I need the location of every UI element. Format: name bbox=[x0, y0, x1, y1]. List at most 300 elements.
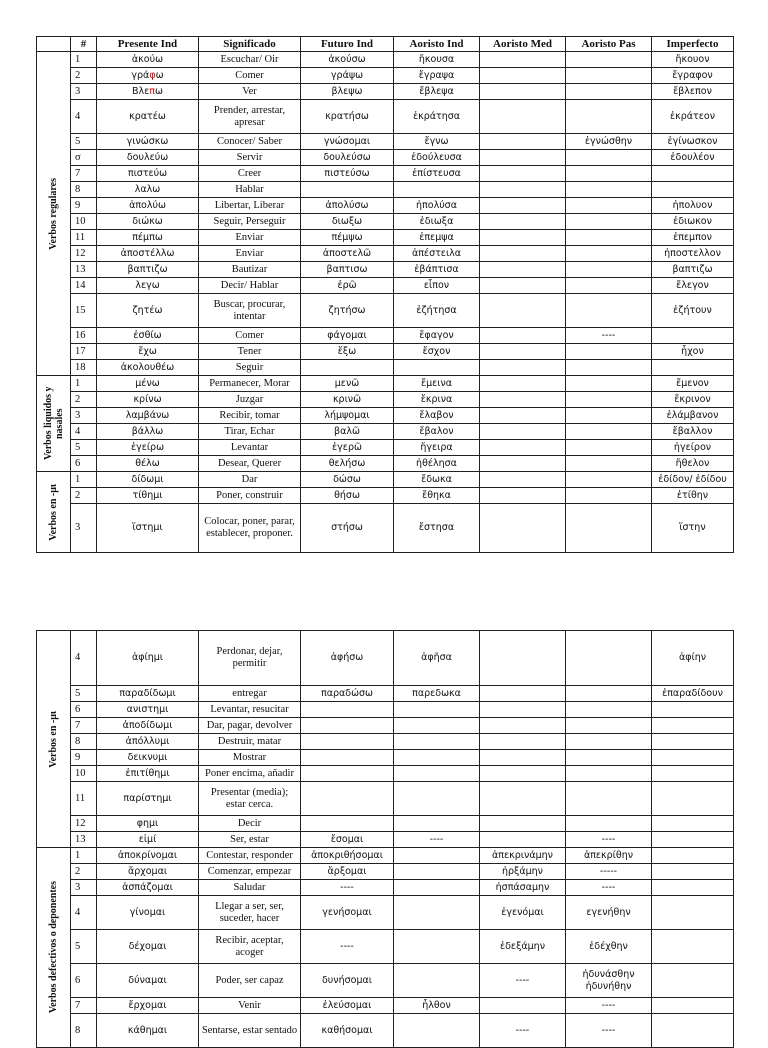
presente-cell: κρατέω bbox=[97, 100, 199, 134]
aoristo-pas-cell bbox=[566, 488, 652, 504]
aoristo-ind-cell bbox=[394, 816, 480, 832]
futuro-cell: πέμψω bbox=[301, 230, 394, 246]
aoristo-ind-cell bbox=[394, 880, 480, 896]
futuro-cell: δώσω bbox=[301, 472, 394, 488]
aoristo-ind-cell: ἤγειρα bbox=[394, 440, 480, 456]
significado-cell: Recibir, tomar bbox=[199, 408, 301, 424]
presente-cell: δύναμαι bbox=[97, 964, 199, 998]
imperfecto-cell bbox=[652, 750, 734, 766]
table-row bbox=[37, 718, 734, 734]
futuro-cell: ---- bbox=[301, 930, 394, 964]
row-number: 6 bbox=[71, 964, 97, 998]
presente-cell: παραδίδωμι bbox=[97, 686, 199, 702]
futuro-cell bbox=[301, 702, 394, 718]
group-label-cell bbox=[37, 631, 71, 848]
header-futuro: Futuro Ind bbox=[301, 37, 394, 52]
presente-cell: δεικνυμι bbox=[97, 750, 199, 766]
presente-cell: ἵστημι bbox=[97, 504, 199, 553]
aoristo-pas-cell bbox=[566, 408, 652, 424]
aoristo-med-cell bbox=[480, 230, 566, 246]
row-number: 15 bbox=[71, 294, 97, 328]
significado-cell: Levantar bbox=[199, 440, 301, 456]
row-number: 11 bbox=[71, 782, 97, 816]
aoristo-med-cell bbox=[480, 504, 566, 553]
aoristo-ind-cell bbox=[394, 964, 480, 998]
aoristo-pas-cell bbox=[566, 504, 652, 553]
futuro-cell: διωξω bbox=[301, 214, 394, 230]
presente-cell: τίθημι bbox=[97, 488, 199, 504]
table-row bbox=[37, 896, 734, 930]
aoristo-med-cell bbox=[480, 488, 566, 504]
futuro-cell: ἀκούσω bbox=[301, 52, 394, 68]
group-label-cell bbox=[37, 376, 71, 472]
row-number: 12 bbox=[71, 246, 97, 262]
row-number: 4 bbox=[71, 100, 97, 134]
imperfecto-cell: ἐπαραδίδουν bbox=[652, 686, 734, 702]
imperfecto-cell bbox=[652, 864, 734, 880]
table-row bbox=[37, 750, 734, 766]
futuro-cell: ἀποστελῶ bbox=[301, 246, 394, 262]
aoristo-ind-cell: ἔγραψα bbox=[394, 68, 480, 84]
futuro-cell: θήσω bbox=[301, 488, 394, 504]
aoristo-pas-cell: ἠδυνάσθην ἠδυνήθην bbox=[566, 964, 652, 998]
significado-cell: Decir/ Hablar bbox=[199, 278, 301, 294]
table-row bbox=[37, 424, 734, 440]
imperfecto-cell: ἦχον bbox=[652, 344, 734, 360]
significado-cell: Poner encima, añadir bbox=[199, 766, 301, 782]
aoristo-pas-cell: ---- bbox=[566, 998, 652, 1014]
table-row bbox=[37, 456, 734, 472]
imperfecto-cell: ἔμενον bbox=[652, 376, 734, 392]
aoristo-med-cell bbox=[480, 998, 566, 1014]
row-number: 17 bbox=[71, 344, 97, 360]
futuro-cell: ἀπολύσω bbox=[301, 198, 394, 214]
aoristo-pas-cell: εγενήθην bbox=[566, 896, 652, 930]
imperfecto-cell bbox=[652, 166, 734, 182]
table-row bbox=[37, 488, 734, 504]
header-aoristo-med: Aoristo Med bbox=[480, 37, 566, 52]
aoristo-pas-cell bbox=[566, 262, 652, 278]
aoristo-pas-cell bbox=[566, 782, 652, 816]
futuro-cell: στήσω bbox=[301, 504, 394, 553]
header-significado: Significado bbox=[199, 37, 301, 52]
aoristo-ind-cell bbox=[394, 782, 480, 816]
imperfecto-cell bbox=[652, 964, 734, 998]
row-number: 12 bbox=[71, 816, 97, 832]
futuro-cell: γράψω bbox=[301, 68, 394, 84]
aoristo-med-cell bbox=[480, 702, 566, 718]
presente-cell: ἀφίημι bbox=[97, 631, 199, 686]
presente-cell: ανιστημι bbox=[97, 702, 199, 718]
significado-cell: Sentarse, estar sentado bbox=[199, 1014, 301, 1048]
row-number: 3 bbox=[71, 504, 97, 553]
presente-cell: πιστεύω bbox=[97, 166, 199, 182]
table-row bbox=[37, 702, 734, 718]
presente-cell: ἐσθίω bbox=[97, 328, 199, 344]
futuro-cell: γνώσομαι bbox=[301, 134, 394, 150]
row-number: 5 bbox=[71, 930, 97, 964]
presente-cell: ἄρχομαι bbox=[97, 864, 199, 880]
table-row bbox=[37, 52, 734, 68]
aoristo-ind-cell bbox=[394, 864, 480, 880]
imperfecto-cell: βαπτιζω bbox=[652, 262, 734, 278]
group-label: Verbos en -μι bbox=[48, 710, 59, 768]
aoristo-ind-cell: ἔδωκα bbox=[394, 472, 480, 488]
aoristo-ind-cell: ἐβάπτισα bbox=[394, 262, 480, 278]
row-number: 2 bbox=[71, 392, 97, 408]
aoristo-med-cell bbox=[480, 294, 566, 328]
imperfecto-cell bbox=[652, 896, 734, 930]
aoristo-ind-cell: ἔσχον bbox=[394, 344, 480, 360]
imperfecto-cell: ἐδιωκον bbox=[652, 214, 734, 230]
futuro-cell: ἐρῶ bbox=[301, 278, 394, 294]
row-number: 7 bbox=[71, 166, 97, 182]
presente-cell: ἀπόλλυμι bbox=[97, 734, 199, 750]
aoristo-pas-cell bbox=[566, 182, 652, 198]
aoristo-med-cell: ---- bbox=[480, 1014, 566, 1048]
futuro-cell: πιστεύσω bbox=[301, 166, 394, 182]
aoristo-pas-cell: ---- bbox=[566, 328, 652, 344]
table-row bbox=[37, 214, 734, 230]
header-aoristo-ind: Aoristo Ind bbox=[394, 37, 480, 52]
aoristo-ind-cell: παρεδωκα bbox=[394, 686, 480, 702]
aoristo-ind-cell: ἔβαλον bbox=[394, 424, 480, 440]
futuro-cell: κρινῶ bbox=[301, 392, 394, 408]
significado-cell: Comer bbox=[199, 68, 301, 84]
significado-cell: Decir bbox=[199, 816, 301, 832]
imperfecto-cell bbox=[652, 718, 734, 734]
aoristo-med-cell bbox=[480, 816, 566, 832]
presente-cell: κρίνω bbox=[97, 392, 199, 408]
row-number: 13 bbox=[71, 832, 97, 848]
table-row bbox=[37, 504, 734, 553]
row-number: 16 bbox=[71, 328, 97, 344]
significado-cell: Creer bbox=[199, 166, 301, 182]
header-row bbox=[37, 37, 734, 52]
table-row bbox=[37, 100, 734, 134]
table-row bbox=[37, 816, 734, 832]
futuro-cell: γενήσομαι bbox=[301, 896, 394, 930]
table-row bbox=[37, 68, 734, 84]
imperfecto-cell: ἠπολυον bbox=[652, 198, 734, 214]
table-row bbox=[37, 150, 734, 166]
group-label: Verbos defectivos o deponentes bbox=[48, 881, 59, 1014]
presente-cell: δουλεύω bbox=[97, 150, 199, 166]
aoristo-med-cell bbox=[480, 328, 566, 344]
aoristo-med-cell bbox=[480, 134, 566, 150]
aoristo-pas-cell bbox=[566, 360, 652, 376]
imperfecto-cell: ἔγραφον bbox=[652, 68, 734, 84]
significado-cell: Poner, construir bbox=[199, 488, 301, 504]
aoristo-med-cell bbox=[480, 100, 566, 134]
table-row bbox=[37, 864, 734, 880]
futuro-cell: μενῶ bbox=[301, 376, 394, 392]
significado-cell: Comer bbox=[199, 328, 301, 344]
aoristo-pas-cell bbox=[566, 734, 652, 750]
row-number: 1 bbox=[71, 376, 97, 392]
significado-cell: Colocar, poner, parar, establecer, proponer. bbox=[199, 504, 301, 553]
aoristo-med-cell: ἀπεκρινάμην bbox=[480, 848, 566, 864]
aoristo-ind-cell: ἐπεμψα bbox=[394, 230, 480, 246]
row-number: 1 bbox=[71, 52, 97, 68]
table-row bbox=[37, 262, 734, 278]
presente-cell: ἀκολουθέω bbox=[97, 360, 199, 376]
significado-cell: Recibir, aceptar, acoger bbox=[199, 930, 301, 964]
aoristo-med-cell bbox=[480, 360, 566, 376]
aoristo-med-cell bbox=[480, 150, 566, 166]
aoristo-ind-cell: ἤκουσα bbox=[394, 52, 480, 68]
aoristo-med-cell: ἠρξάμην bbox=[480, 864, 566, 880]
aoristo-med-cell bbox=[480, 68, 566, 84]
table-row bbox=[37, 964, 734, 998]
imperfecto-cell bbox=[652, 182, 734, 198]
aoristo-pas-cell bbox=[566, 68, 652, 84]
aoristo-ind-cell: ἐπίστευσα bbox=[394, 166, 480, 182]
presente-cell: λεγω bbox=[97, 278, 199, 294]
futuro-cell bbox=[301, 816, 394, 832]
aoristo-med-cell bbox=[480, 686, 566, 702]
significado-cell: Dar, pagar, devolver bbox=[199, 718, 301, 734]
significado-cell: Dar bbox=[199, 472, 301, 488]
presente-cell: ἔρχομαι bbox=[97, 998, 199, 1014]
aoristo-ind-cell: ἀπέστειλα bbox=[394, 246, 480, 262]
aoristo-ind-cell: ἐδούλευσα bbox=[394, 150, 480, 166]
highlight-letter: φ bbox=[149, 69, 156, 81]
highlight-letter: π bbox=[149, 85, 156, 97]
aoristo-pas-cell: ---- bbox=[566, 832, 652, 848]
aoristo-med-cell bbox=[480, 392, 566, 408]
significado-cell: Comenzar, empezar bbox=[199, 864, 301, 880]
significado-cell: Prender, arrestar, apresar bbox=[199, 100, 301, 134]
aoristo-med-cell bbox=[480, 376, 566, 392]
imperfecto-cell: ἤθελον bbox=[652, 456, 734, 472]
presente-cell: εἰμί bbox=[97, 832, 199, 848]
presente-cell: ἀκούω bbox=[97, 52, 199, 68]
aoristo-pas-cell bbox=[566, 214, 652, 230]
futuro-cell: βαλῶ bbox=[301, 424, 394, 440]
presente-cell: μένω bbox=[97, 376, 199, 392]
imperfecto-cell: ἠποστελλον bbox=[652, 246, 734, 262]
table-row bbox=[37, 832, 734, 848]
aoristo-pas-cell bbox=[566, 686, 652, 702]
aoristo-med-cell bbox=[480, 472, 566, 488]
row-number: 14 bbox=[71, 278, 97, 294]
row-number: 2 bbox=[71, 68, 97, 84]
row-number: 7 bbox=[71, 718, 97, 734]
significado-cell: Ser, estar bbox=[199, 832, 301, 848]
presente-cell: ἀποδίδωμι bbox=[97, 718, 199, 734]
presente-cell: πέμπω bbox=[97, 230, 199, 246]
aoristo-med-cell bbox=[480, 214, 566, 230]
futuro-cell bbox=[301, 182, 394, 198]
table-row bbox=[37, 782, 734, 816]
significado-cell: Levantar, resucitar bbox=[199, 702, 301, 718]
imperfecto-cell bbox=[652, 832, 734, 848]
futuro-cell: βλεψω bbox=[301, 84, 394, 100]
aoristo-pas-cell: ----- bbox=[566, 864, 652, 880]
aoristo-pas-cell bbox=[566, 198, 652, 214]
verb-table-1 bbox=[36, 36, 734, 553]
futuro-cell: καθήσομαι bbox=[301, 1014, 394, 1048]
row-number: 2 bbox=[71, 864, 97, 880]
verb-table-1-body bbox=[37, 52, 734, 553]
table-row bbox=[37, 182, 734, 198]
aoristo-med-cell bbox=[480, 278, 566, 294]
imperfecto-cell bbox=[652, 998, 734, 1014]
imperfecto-cell bbox=[652, 734, 734, 750]
table-row bbox=[37, 848, 734, 864]
aoristo-pas-cell bbox=[566, 702, 652, 718]
imperfecto-cell: ἔλεγον bbox=[652, 278, 734, 294]
table-row bbox=[37, 880, 734, 896]
imperfecto-cell bbox=[652, 848, 734, 864]
row-number: 5 bbox=[71, 134, 97, 150]
row-number: σ bbox=[71, 150, 97, 166]
significado-cell: Tirar, Echar bbox=[199, 424, 301, 440]
header-aoristo-pas: Aoristo Pas bbox=[566, 37, 652, 52]
imperfecto-cell: ἤκουον bbox=[652, 52, 734, 68]
presente-cell: Βλεπω bbox=[97, 84, 199, 100]
futuro-cell: θελήσω bbox=[301, 456, 394, 472]
aoristo-pas-cell bbox=[566, 150, 652, 166]
futuro-cell: ἐγερῶ bbox=[301, 440, 394, 456]
presente-cell: βαπτιζω bbox=[97, 262, 199, 278]
significado-cell: Servir bbox=[199, 150, 301, 166]
futuro-cell: κρατήσω bbox=[301, 100, 394, 134]
row-number: 4 bbox=[71, 631, 97, 686]
row-number: 5 bbox=[71, 440, 97, 456]
aoristo-med-cell bbox=[480, 408, 566, 424]
significado-cell: Conocer/ Saber bbox=[199, 134, 301, 150]
presente-cell: κάθημαι bbox=[97, 1014, 199, 1048]
significado-cell: Permanecer, Morar bbox=[199, 376, 301, 392]
table-row bbox=[37, 328, 734, 344]
imperfecto-cell bbox=[652, 360, 734, 376]
aoristo-med-cell bbox=[480, 750, 566, 766]
table-row bbox=[37, 766, 734, 782]
presente-cell: γίνομαι bbox=[97, 896, 199, 930]
significado-cell: Tener bbox=[199, 344, 301, 360]
row-number: 5 bbox=[71, 686, 97, 702]
aoristo-med-cell bbox=[480, 84, 566, 100]
aoristo-ind-cell bbox=[394, 766, 480, 782]
aoristo-ind-cell: ἦλθον bbox=[394, 998, 480, 1014]
presente-cell: ἀποκρίνομαι bbox=[97, 848, 199, 864]
row-number: 1 bbox=[71, 848, 97, 864]
significado-cell: Libertar, Liberar bbox=[199, 198, 301, 214]
presente-cell: λαμβάνω bbox=[97, 408, 199, 424]
group-label-cell bbox=[37, 472, 71, 553]
significado-cell: Ver bbox=[199, 84, 301, 100]
presente-cell: γράφω bbox=[97, 68, 199, 84]
row-number: 18 bbox=[71, 360, 97, 376]
table-row bbox=[37, 392, 734, 408]
aoristo-med-cell bbox=[480, 832, 566, 848]
significado-cell: Bautizar bbox=[199, 262, 301, 278]
aoristo-ind-cell: ἠθέλησα bbox=[394, 456, 480, 472]
futuro-cell: λήμψομαι bbox=[301, 408, 394, 424]
imperfecto-cell bbox=[652, 1014, 734, 1048]
aoristo-med-cell bbox=[480, 166, 566, 182]
aoristo-ind-cell: ἐζήτησα bbox=[394, 294, 480, 328]
aoristo-pas-cell bbox=[566, 230, 652, 246]
row-number: 10 bbox=[71, 214, 97, 230]
aoristo-ind-cell bbox=[394, 750, 480, 766]
row-number: 3 bbox=[71, 84, 97, 100]
imperfecto-cell: ἐπεμπον bbox=[652, 230, 734, 246]
significado-cell: Juzgar bbox=[199, 392, 301, 408]
aoristo-pas-cell bbox=[566, 766, 652, 782]
aoristo-med-cell bbox=[480, 424, 566, 440]
row-number: 6 bbox=[71, 702, 97, 718]
presente-cell: διώκω bbox=[97, 214, 199, 230]
row-number: 4 bbox=[71, 424, 97, 440]
imperfecto-cell: ἠγείρον bbox=[652, 440, 734, 456]
aoristo-med-cell bbox=[480, 718, 566, 734]
futuro-cell bbox=[301, 734, 394, 750]
header-group bbox=[37, 37, 71, 52]
row-number: 8 bbox=[71, 1014, 97, 1048]
aoristo-ind-cell: ἔλαβον bbox=[394, 408, 480, 424]
row-number: 6 bbox=[71, 456, 97, 472]
aoristo-pas-cell bbox=[566, 166, 652, 182]
presente-cell: ἀπολύω bbox=[97, 198, 199, 214]
aoristo-ind-cell bbox=[394, 702, 480, 718]
futuro-cell: ἄρξομαι bbox=[301, 864, 394, 880]
header-imperfecto: Imperfecto bbox=[652, 37, 734, 52]
imperfecto-cell: ἔβλεπον bbox=[652, 84, 734, 100]
futuro-cell bbox=[301, 360, 394, 376]
aoristo-med-cell bbox=[480, 734, 566, 750]
aoristo-ind-cell bbox=[394, 718, 480, 734]
table-row bbox=[37, 294, 734, 328]
significado-cell: Destruir, matar bbox=[199, 734, 301, 750]
aoristo-pas-cell bbox=[566, 456, 652, 472]
group-label: Verbos liquidos y nasales bbox=[42, 386, 65, 461]
aoristo-pas-cell: ἀπεκρίθην bbox=[566, 848, 652, 864]
aoristo-med-cell bbox=[480, 782, 566, 816]
row-number: 9 bbox=[71, 198, 97, 214]
aoristo-pas-cell bbox=[566, 376, 652, 392]
aoristo-ind-cell: ἔβλεψα bbox=[394, 84, 480, 100]
table-row bbox=[37, 376, 734, 392]
significado-cell: Enviar bbox=[199, 246, 301, 262]
presente-cell: παρίστημι bbox=[97, 782, 199, 816]
table-row bbox=[37, 686, 734, 702]
aoristo-ind-cell: εἶπον bbox=[394, 278, 480, 294]
aoristo-med-cell: ἐδεξάμην bbox=[480, 930, 566, 964]
aoristo-ind-cell bbox=[394, 734, 480, 750]
imperfecto-cell: ἔβαλλον bbox=[652, 424, 734, 440]
futuro-cell: ἐλεύσομαι bbox=[301, 998, 394, 1014]
aoristo-ind-cell bbox=[394, 1014, 480, 1048]
table-row bbox=[37, 1014, 734, 1048]
table-row bbox=[37, 930, 734, 964]
aoristo-med-cell bbox=[480, 198, 566, 214]
presente-cell: βάλλω bbox=[97, 424, 199, 440]
presente-cell: ἐγείρω bbox=[97, 440, 199, 456]
imperfecto-cell: ἐζήτουν bbox=[652, 294, 734, 328]
imperfecto-cell: ἵστην bbox=[652, 504, 734, 553]
aoristo-ind-cell: ἔγνω bbox=[394, 134, 480, 150]
aoristo-pas-cell bbox=[566, 246, 652, 262]
aoristo-pas-cell: ---- bbox=[566, 1014, 652, 1048]
table-row bbox=[37, 360, 734, 376]
aoristo-med-cell: ἐγενόμαι bbox=[480, 896, 566, 930]
row-number: 7 bbox=[71, 998, 97, 1014]
significado-cell: Escuchar/ Oir bbox=[199, 52, 301, 68]
imperfecto-cell: ἐδίδον/ ἐδίδου bbox=[652, 472, 734, 488]
